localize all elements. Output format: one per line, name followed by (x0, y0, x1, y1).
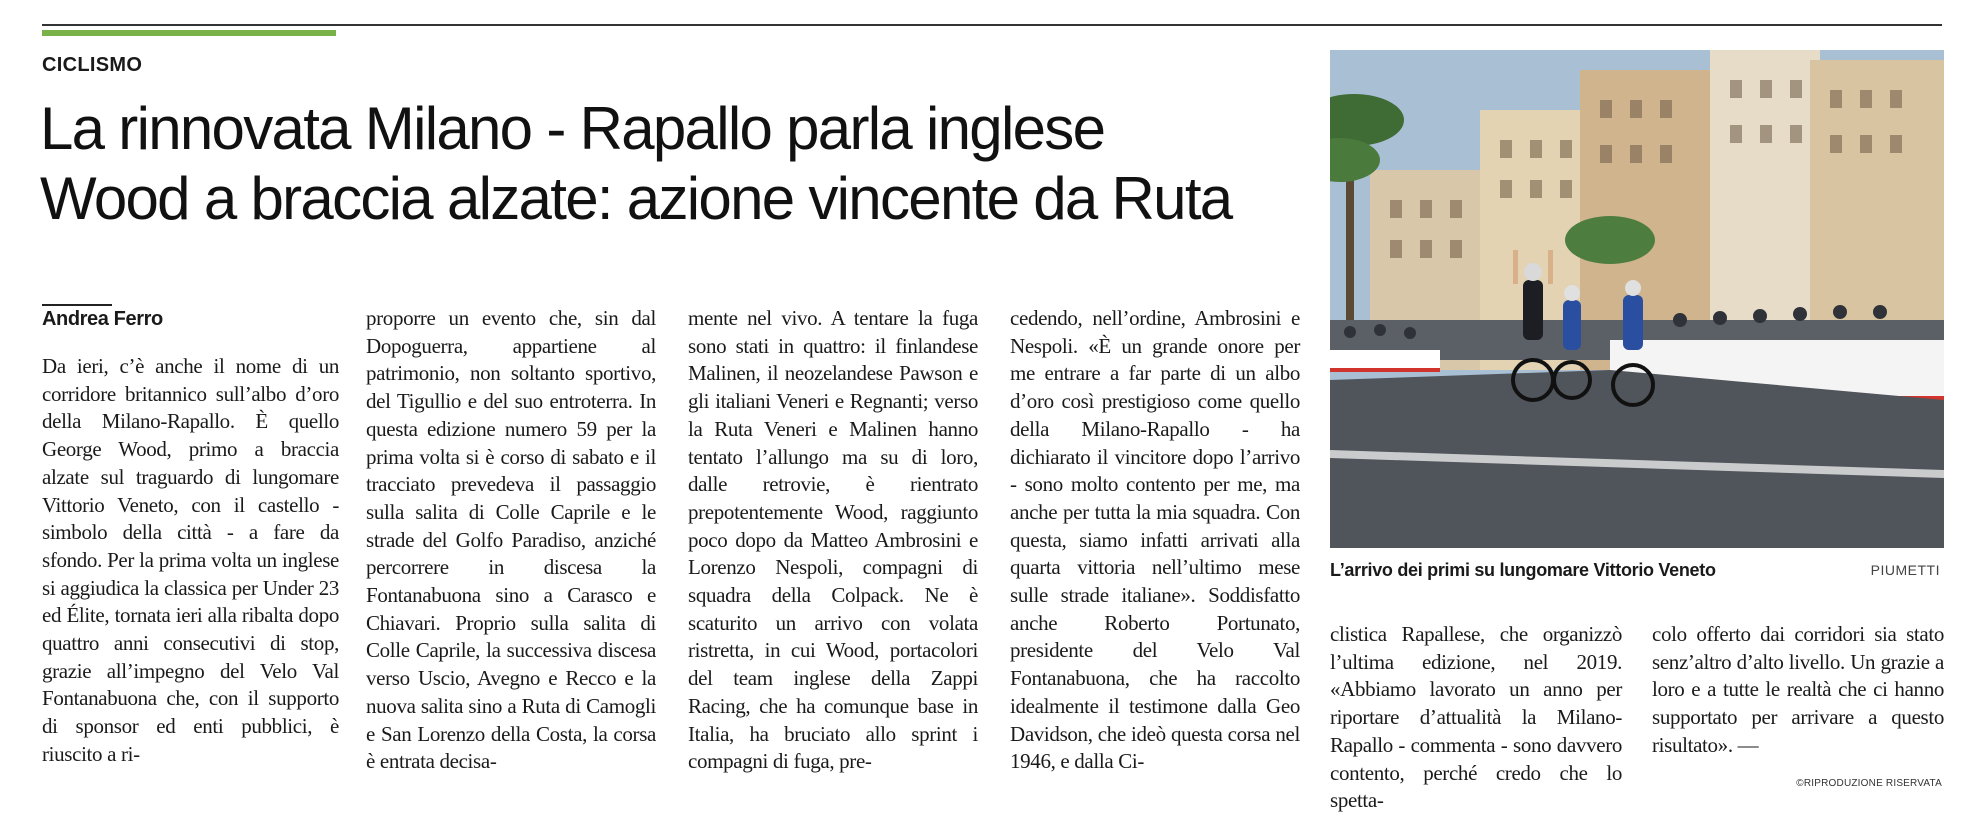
article-column-3: mente nel vivo. A tentare la fuga sono stati in quattro: il finlandese Malinen, il neozelandese Pawson e gli italiani Veneri e Regnanti; verso la Ruta Veneri e Malinen hanno tentato l’allungo ma su di loro, dalle retrovie, è rientrato prepotentemente Wood, raggiunto poco dopo da Matteo Ambrosini e Lorenzo Nespoli, compagni di squadra della Colpack. Ne è scaturito un arrivo con volata ristretta, in cui Wood, portacolori del team inglese della Zappi Racing, che ha comunque base in Italia, ha bruciato allo sprint i compagni di fuga, pre- (688, 306, 978, 774)
article-column-5: clistica Rapallese, che organizzò l’ultima edizione, nel 2019. «Abbiamo lavorato un anno per riportare d’attualità la Milano-Rapallo - commenta - sono davvero contento, perché credo che lo spetta- (1330, 622, 1622, 813)
headline (40, 94, 1330, 234)
photo-caption: L’arrivo dei primi su lungomare Vittorio Veneto (1330, 560, 1716, 580)
race-finish-photo (1330, 50, 1944, 548)
byline: Andrea Ferro (42, 308, 163, 330)
article-column-2: proporre un evento che, sin dal Dopoguerra, appartiene al patrimonio, non soltanto sportivo, del Tigullio e del suo entroterra. In questa edizione numero 59 per la prima volta si è corso di sabato e il tracciato prevedeva il passaggio sulla salita di Colle Caprile e le strade del Golfo Paradiso, anziché percorrere in discesa la Fontanabuona sino a Carasco e Chiavari. Proprio sulla salita di Colle Caprile, la successiva discesa verso Uscio, Avegno e Recco e la nuova salita sino a Ruta di Camogli e San Lorenzo della Costa, la corsa è entrata decisa- (366, 306, 656, 774)
section-label: CICLISMO (42, 54, 143, 76)
copyright-notice: ©RIPRODUZIONE RISERVATA (1796, 778, 1942, 789)
article-column-4: cedendo, nell’ordine, Ambrosini e Nespoli. «È un grande onore per me entrare a far parte di un albo d’oro così prestigioso come quello della Milano-Rapallo - ha dichiarato il vincitore dopo l’arrivo - sono molto contento per me, ma anche per tutta la mia squadra. Con questa, siamo infatti arrivati alla quarta vittoria nell’ultimo mese sulle strade italiane». Soddisfatto anche Roberto Portunato, presidente del Velo Val Fontanabuona, che ha raccolto idealmente il testimone dalla Geo Davidson, che ideò questa corsa nel 1946, e dalla Ci- (1010, 306, 1300, 774)
section-accent-bar (42, 30, 336, 36)
headline-line-1: La rinnovata Milano - Rapallo parla inglese (40, 95, 1105, 162)
article-column-6: colo offerto dai corridori sia stato senz’altro d’alto livello. Un grazie a loro e a tutte le realtà che ci hanno supportato per arrivare a questo risultato». — (1652, 622, 1944, 757)
byline-rule (42, 304, 112, 306)
photo-credit: PIUMETTI (1870, 562, 1940, 578)
top-rule (42, 24, 1942, 26)
article-column-1: Da ieri, c’è anche il nome di un corridore britannico sull’albo d’oro della Milano-Rapallo. È quello George Wood, primo a braccia alzate sul traguardo di lungomare Vittorio Veneto, con il castello - simbolo della città - a fare da sfondo. Per la prima volta un inglese si aggiudica la classica per Under 23 ed Élite, tornata ieri alla ribalta dopo quattro anni consecutivi di stop, grazie all’impegno del Velo Val Fontanabuona che, con il supporto di sponsor ed enti pubblici, è riuscito a ri- (42, 354, 339, 766)
photo-illustration (1330, 50, 1944, 548)
headline-line-2: Wood a braccia alzate: azione vincente da Ruta (40, 165, 1232, 232)
